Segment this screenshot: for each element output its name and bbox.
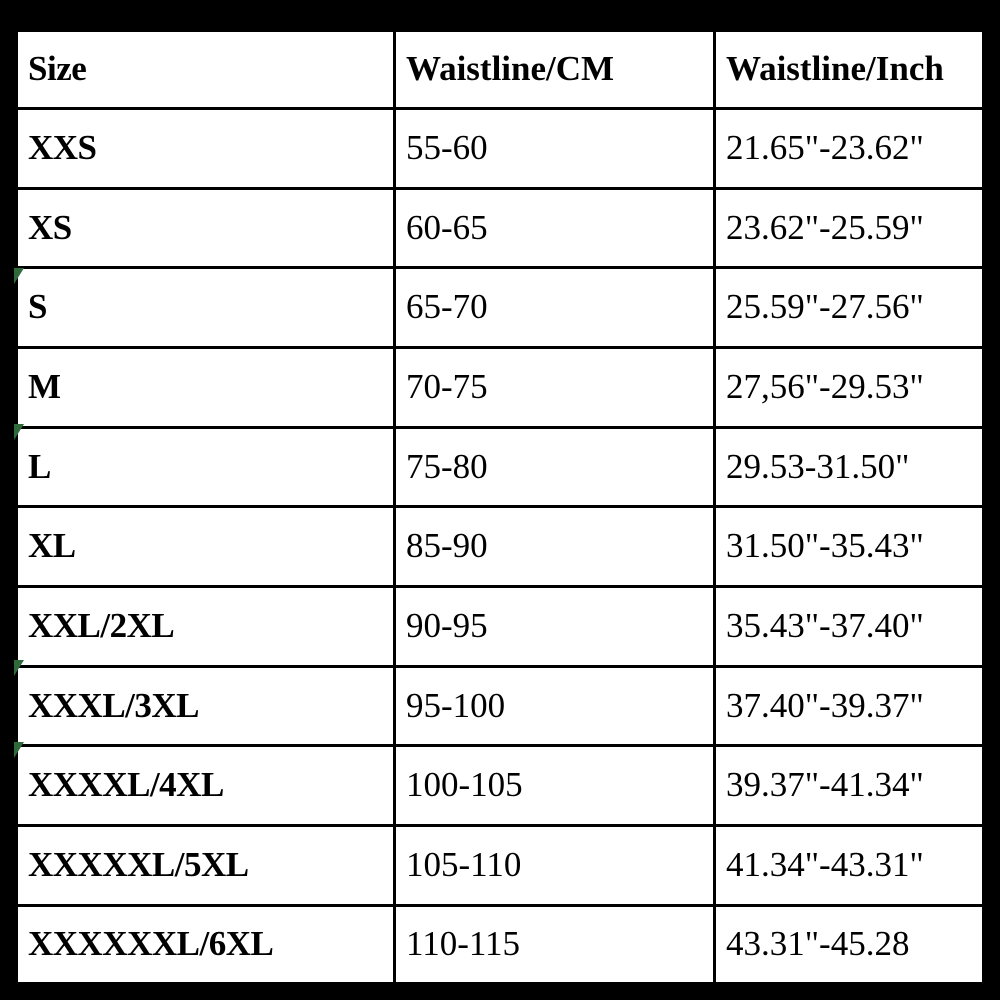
- size-chart-table-container: [14, 28, 986, 986]
- edge-marker-icon: [14, 660, 24, 676]
- table-body: [18, 32, 986, 982]
- cell-waistline-cm: 105-110: [395, 826, 715, 906]
- table-row: [18, 109, 986, 189]
- cell-waistline-inch: 29.53-31.50": [715, 427, 987, 507]
- table-row: [18, 188, 986, 268]
- cell-waistline-cm: 110-115: [395, 905, 715, 982]
- column-header-waistline-inch: Waistline/Inch: [715, 32, 987, 109]
- cell-waistline-cm: 65-70: [395, 268, 715, 348]
- cell-size: XXXXXL/5XL: [18, 826, 395, 906]
- table-row: [18, 427, 986, 507]
- cell-size: XS: [18, 188, 395, 268]
- cell-waistline-inch: 23.62"-25.59": [715, 188, 987, 268]
- table-row: [18, 268, 986, 348]
- size-chart-table: [18, 32, 986, 982]
- cell-waistline-cm: 85-90: [395, 507, 715, 587]
- cell-waistline-inch: 37.40"-39.37": [715, 666, 987, 746]
- cell-waistline-cm: 95-100: [395, 666, 715, 746]
- table-row: [18, 746, 986, 826]
- cell-waistline-cm: 100-105: [395, 746, 715, 826]
- cell-waistline-cm: 55-60: [395, 109, 715, 189]
- edge-marker-icon: [14, 742, 24, 758]
- table-row: [18, 507, 986, 587]
- cell-size: XXXXXXL/6XL: [18, 905, 395, 982]
- cell-waistline-inch: 31.50"-35.43": [715, 507, 987, 587]
- table-header-row: [18, 32, 986, 109]
- cell-waistline-inch: 41.34"-43.31": [715, 826, 987, 906]
- table-row: [18, 905, 986, 982]
- cell-size: XXL/2XL: [18, 587, 395, 667]
- cell-waistline-cm: 90-95: [395, 587, 715, 667]
- cell-waistline-inch: 27,56"-29.53": [715, 348, 987, 428]
- cell-size: XXXXL/4XL: [18, 746, 395, 826]
- cell-waistline-inch: 43.31"-45.28: [715, 905, 987, 982]
- cell-waistline-cm: 70-75: [395, 348, 715, 428]
- column-header-waistline-cm: Waistline/CM: [395, 32, 715, 109]
- cell-waistline-inch: 25.59"-27.56": [715, 268, 987, 348]
- column-header-size: Size: [18, 32, 395, 109]
- cell-size: XXS: [18, 109, 395, 189]
- table-row: [18, 666, 986, 746]
- table-row: [18, 587, 986, 667]
- table-row: [18, 348, 986, 428]
- cell-size: S: [18, 268, 395, 348]
- edge-marker-icon: [14, 268, 24, 284]
- cell-size: XL: [18, 507, 395, 587]
- cell-size: M: [18, 348, 395, 428]
- table-row: [18, 826, 986, 906]
- cell-waistline-inch: 35.43"-37.40": [715, 587, 987, 667]
- cell-waistline-cm: 60-65: [395, 188, 715, 268]
- cell-waistline-inch: 39.37"-41.34": [715, 746, 987, 826]
- cell-size: L: [18, 427, 395, 507]
- edge-marker-icon: [14, 424, 24, 440]
- cell-waistline-cm: 75-80: [395, 427, 715, 507]
- cell-size: XXXL/3XL: [18, 666, 395, 746]
- cell-waistline-inch: 21.65"-23.62": [715, 109, 987, 189]
